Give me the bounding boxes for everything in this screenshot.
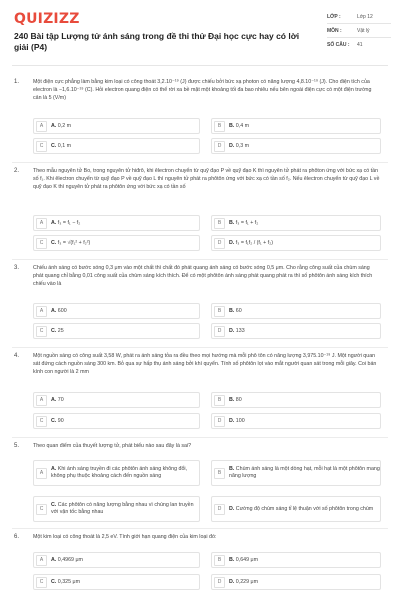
option-text: 90 [57, 417, 64, 424]
option-letter: A [36, 555, 47, 566]
option-b[interactable] [211, 303, 381, 319]
option-label: A. [51, 396, 57, 403]
option-letter: C [36, 504, 47, 515]
option-text: f₃ = f₁ − f₂ [57, 219, 81, 226]
option-text: 0,2 m [57, 122, 72, 129]
meta-table [327, 10, 391, 51]
question-text: Một điện cực phẳng làm bằng kim loại có công thoát 3,2.10⁻¹⁹ (J) được chiếu bởi bức xạ photon có năng lượng 4,8.10⁻¹⁹ (J). Cho điện tích của electron là −1,6.10⁻¹⁹ (C). Hỏi electron quang điện có thể rời xa bề mặt một khoảng tối đa bao nhiêu nếu bên ngoài điện cực có một điện trường cản là 5 (V/m) [33, 79, 372, 101]
question-6 [14, 534, 388, 596]
option-letter: B [214, 218, 225, 229]
question-text: Một kim loại có công thoát là 2,5 eV. Tính giới hạn quang điện của kim loại đó: [33, 534, 217, 540]
option-label: C. [51, 239, 57, 246]
option-letter: B [214, 121, 225, 132]
option-c[interactable] [33, 235, 200, 251]
option-text: 133 [235, 327, 245, 334]
question-divider [12, 528, 388, 529]
option-d[interactable] [211, 323, 381, 339]
option-d[interactable] [211, 574, 381, 590]
option-label: D. [229, 417, 235, 424]
option-a[interactable] [33, 552, 200, 568]
meta-label: SỐ CÂU : [327, 41, 350, 48]
meta-row-count [327, 38, 391, 51]
question-number: 3. [14, 265, 20, 271]
option-c[interactable] [33, 413, 200, 429]
question-number: 5. [14, 443, 20, 449]
option-letter: A [36, 395, 47, 406]
option-a[interactable] [33, 303, 200, 319]
page-title: 240 Bài tập Lượng tử ánh sáng trong đề thi thử Đại học cực hay có lời giải (P4) [14, 31, 300, 52]
option-letter: B [214, 306, 225, 317]
option-label: B. [229, 396, 235, 403]
header-divider [12, 65, 388, 66]
option-text: Chùm ánh sáng là một dòng hạt, mỗi hạt là một phôtôn mang năng lượng [229, 466, 380, 479]
option-text: 0,1 m [57, 142, 72, 149]
option-letter: D [214, 504, 225, 515]
question-text: Một nguồn sáng có công suất 3,58 W, phát ra ánh sáng tỏa ra đều theo mọi hướng mà mỗi phô tôn có năng lượng 3,975.10⁻¹⁹ J. Một người quan sát đứng cách nguồn sáng 300 km. Bỏ qua sự hấp thụ ánh sáng bởi khí quyển. Tính số phôtôn lọt vào mắt người quan sát trong mỗi giây. Coi bán kính con người là 2 mm [33, 353, 377, 375]
meta-row-class [327, 10, 391, 24]
option-label: B. [229, 307, 235, 314]
option-d[interactable] [211, 235, 381, 251]
question-1 [14, 79, 388, 161]
option-a[interactable] [33, 392, 200, 408]
option-label: A. [51, 219, 57, 226]
option-text: 0,4 m [235, 122, 250, 129]
option-letter: A [36, 468, 47, 479]
option-label: C. [51, 327, 57, 334]
option-text: 0,3 m [235, 142, 250, 149]
option-label: A. [51, 466, 57, 472]
option-label: B. [229, 122, 235, 129]
option-letter: B [214, 555, 225, 566]
question-3 [14, 265, 388, 345]
option-text: 0,325 μm [57, 578, 80, 585]
option-c[interactable] [33, 323, 200, 339]
option-letter: B [214, 468, 225, 479]
option-text: f₃ = f₁ + f₂ [235, 219, 259, 226]
option-letter: A [36, 306, 47, 317]
option-letter: C [36, 326, 47, 337]
option-text: 100 [235, 417, 245, 424]
option-label: D. [229, 142, 235, 149]
option-text: Khi ánh sáng truyền đi các phôtôn ánh sáng không đổi, không phụ thuộc khoảng cách đến nguồn sáng [51, 466, 188, 479]
question-divider [12, 347, 388, 348]
option-label: D. [229, 505, 235, 512]
option-c[interactable] [33, 138, 200, 154]
question-number: 2. [14, 168, 20, 174]
option-text: 0,229 μm [235, 578, 258, 585]
option-text: f₃ = √(f₁² + f₂²) [57, 239, 91, 246]
option-text: 0,4969 μm [57, 556, 83, 563]
option-letter: D [214, 326, 225, 337]
meta-value: Vật lý [357, 27, 370, 34]
option-label: D. [229, 327, 235, 334]
option-letter: C [36, 416, 47, 427]
option-text: 25 [57, 327, 64, 334]
option-c[interactable] [33, 496, 200, 522]
option-letter: C [36, 141, 47, 152]
option-label: B. [229, 219, 235, 226]
option-b[interactable] [211, 118, 381, 134]
option-text: 600 [57, 307, 67, 314]
meta-label: LỚP : [327, 13, 341, 20]
option-b[interactable] [211, 552, 381, 568]
question-2 [14, 168, 388, 258]
option-label: C. [51, 502, 57, 508]
option-b[interactable] [211, 392, 381, 408]
option-b[interactable] [211, 215, 381, 231]
option-a[interactable] [33, 460, 200, 486]
option-label: C. [51, 142, 57, 149]
option-letter: C [36, 577, 47, 588]
option-label: A. [51, 307, 57, 314]
question-number: 6. [14, 534, 20, 540]
option-label: D. [229, 239, 235, 246]
question-5 [14, 443, 388, 525]
option-label: A. [51, 556, 57, 563]
option-d[interactable] [211, 413, 381, 429]
option-letter: A [36, 218, 47, 229]
option-text: 70 [57, 396, 64, 403]
meta-value: 41 [357, 41, 363, 48]
option-c[interactable] [33, 574, 200, 590]
option-label: D. [229, 578, 235, 585]
option-letter: D [214, 238, 225, 249]
option-letter: C [36, 238, 47, 249]
option-label: B. [229, 556, 235, 563]
question-number: 4. [14, 353, 20, 359]
option-text: 0,649 μm [235, 556, 258, 563]
option-a[interactable] [33, 118, 200, 134]
option-label: C. [51, 417, 57, 424]
option-label: C. [51, 578, 57, 585]
quizizz-logo[interactable]: QUIZIZZ [14, 11, 80, 27]
option-b[interactable] [211, 460, 381, 486]
question-text: Theo quan điểm của thuyết lượng tử, phát biểu nào sau đây là sai? [33, 443, 192, 449]
option-label: A. [51, 122, 57, 129]
question-text: Theo mẫu nguyên tử Bo, trong nguyên tử hiđrô, khi êlectron chuyển từ quỹ đạo P về quỹ đạo K thì nguyên tử phát ra phôton ứng với bức xạ có tần số f₁. Khi êlectron chuyển từ quỹ đạo P về quỹ đạo L thì nguyên tử phát ra phôtôn ứng với bức xạ có tần số f₂. Nếu êlectron chuyển từ quỹ đạo L về quỹ đạo K thì nguyên tử phát ra phôtôn ứng với bức xạ có tần số [33, 168, 380, 190]
option-letter: B [214, 395, 225, 406]
option-letter: D [214, 577, 225, 588]
meta-value: Lớp 12 [357, 13, 373, 20]
option-d[interactable] [211, 496, 381, 522]
option-text: f₃ = f₁f₂ / (f₁ + f₂) [235, 239, 274, 246]
question-divider [12, 259, 388, 260]
question-text: Chiếu ánh sáng có bước sóng 0,3 μm vào một chất thì chất đó phát quang ánh sáng có bước sóng 0,5 μm. Cho rằng công suất của chùm sáng phát quang chỉ bằng 0,01 công suất của chùm sáng kích thích. Để có một phôtôn ánh sáng phát quang phát ra thì số phôtôn ánh sáng kích thích chiếu vào là [33, 265, 373, 287]
option-label: B. [229, 466, 235, 472]
option-text: Các phôtôn có năng lượng bằng nhau vì chúng lan truyền với vận tốc bằng nhau [51, 502, 194, 515]
option-letter: A [36, 121, 47, 132]
option-text: 60 [235, 307, 242, 314]
option-letter: D [214, 416, 225, 427]
option-text: Cường độ chùm sáng tỉ lệ thuận với số phôtôn trong chùm [235, 505, 374, 512]
question-4 [14, 353, 388, 435]
meta-row-subject [327, 24, 391, 38]
option-d[interactable] [211, 138, 381, 154]
question-divider [12, 437, 388, 438]
option-letter: D [214, 141, 225, 152]
meta-label: MÔN : [327, 27, 342, 34]
question-number: 1. [14, 79, 20, 85]
question-divider [12, 162, 388, 163]
option-a[interactable] [33, 215, 200, 231]
option-text: 80 [235, 396, 242, 403]
